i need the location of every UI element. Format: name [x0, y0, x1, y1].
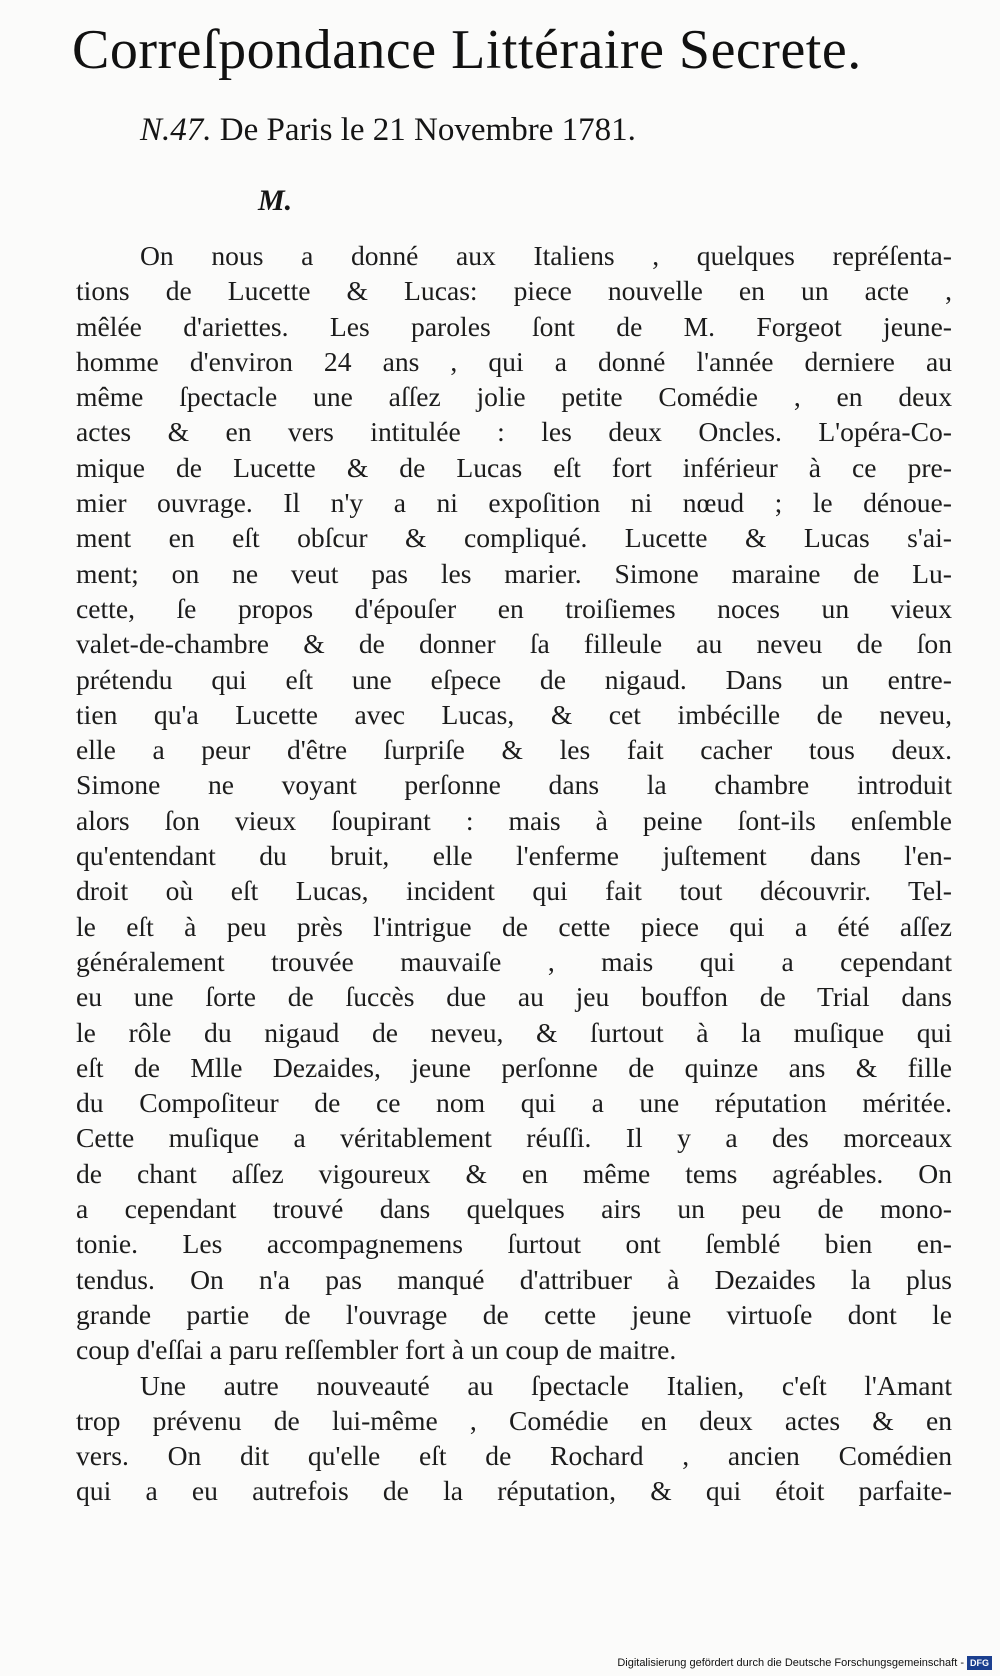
text-line: le rôle du nigaud de neveu, & ſurtout à la muſique qui — [76, 1016, 952, 1048]
text-line: mique de Lucette & de Lucas eſt fort inférieur à ce pre- — [76, 451, 952, 483]
text-line: coup d'eſſai a paru reſſembler fort à un coup de maitre. — [76, 1334, 677, 1366]
text-line: homme d'environ 24 ans , qui a donné l'année derniere au — [76, 345, 952, 377]
text-line: du Compoſiteur de ce nom qui a une réputation méritée. — [76, 1087, 952, 1119]
dfg-logo-icon: DFG — [967, 1656, 992, 1670]
text-line: Une autre nouveauté au ſpectacle Italien, c'eſt l'Amant — [140, 1369, 952, 1401]
text-line: qui a eu autrefois de la réputation, & qui étoit parfaite- — [76, 1475, 952, 1507]
text-line: elle a peur d'être ſurpriſe & les fait cacher tous deux. — [76, 734, 952, 766]
text-line: alors ſon vieux ſoupirant : mais à peine ſont-ils enſemble — [76, 804, 952, 836]
body-text — [76, 238, 952, 1509]
text-line: ment; on ne veut pas les marier. Simone maraine de Lu- — [76, 557, 952, 589]
dateline — [140, 112, 860, 149]
text-line: eſt de Mlle Dezaides, jeune perſonne de quinze ans & fille — [76, 1051, 952, 1083]
text-line: droit où eſt Lucas, incident qui fait tout découvrir. Tel- — [76, 875, 952, 907]
digitization-credit — [617, 1656, 992, 1670]
text-line: actes & en vers intitulée : les deux Oncles. L'opéra-Co- — [76, 416, 952, 448]
text-line: eu une ſorte de ſuccès due au jeu bouffon de Trial dans — [76, 981, 952, 1013]
salutation: M. — [258, 184, 293, 217]
text-line: mier ouvrage. Il n'y a ni expoſition ni nœud ; le dénoue- — [76, 487, 952, 519]
text-line: tendus. On n'a pas manqué d'attribuer à Dezaides la plus — [76, 1263, 952, 1295]
text-line: valet-de-chambre & de donner ſa filleule au neveu de ſon — [76, 628, 952, 660]
text-line: trop prévenu de lui-même , Comédie en deux actes & en — [76, 1404, 952, 1436]
text-line: tien qu'a Lucette avec Lucas, & cet imbécille de neveu, — [76, 698, 952, 730]
text-line: Simone ne voyant perſonne dans la chambre introduit — [76, 769, 952, 801]
text-line: prétendu qui eſt une eſpece de nigaud. Dans un entre- — [76, 663, 952, 695]
dateline-text: De Paris le 21 Novembre 1781. — [219, 112, 636, 148]
text-line: a cependant trouvé dans quelques airs un peu de mono- — [76, 1193, 952, 1225]
text-line: tions de Lucette & Lucas: piece nouvelle en un acte , — [76, 275, 952, 307]
text-line: tonie. Les accompagnemens ſurtout ont ſemblé bien en- — [76, 1228, 952, 1260]
text-line: le eſt à peu près l'intrigue de cette piece qui a été aſſez — [76, 910, 952, 942]
text-line: vers. On dit qu'elle eſt de Rochard , ancien Comédien — [76, 1440, 952, 1472]
text-line: qu'entendant du bruit, elle l'enferme juſtement dans l'en- — [76, 840, 952, 872]
text-line: généralement trouvée mauvaiſe , mais qui a cependant — [76, 945, 952, 977]
credit-text: Digitalisierung gefördert durch die Deutsche Forschungsgemeinschaft - — [617, 1657, 964, 1669]
page-title: Correſpondance Littéraire Secrete. — [72, 19, 862, 81]
text-line: mêlée d'ariettes. Les paroles ſont de M. Forgeot jeune- — [76, 310, 952, 342]
text-line: cette, ſe propos d'épouſer en troiſiemes noces un vieux — [76, 592, 952, 624]
text-line: même ſpectacle une aſſez jolie petite Comédie , en deux — [76, 381, 952, 413]
text-line: Cette muſique a véritablement réuſſi. Il y a des morceaux — [76, 1122, 952, 1154]
text-line: On nous a donné aux Italiens , quelques repréſenta- — [140, 240, 952, 271]
text-line: grande partie de l'ouvrage de cette jeune virtuoſe dont le — [76, 1298, 952, 1330]
issue-number: N.47. — [140, 112, 212, 148]
text-line: ment en eſt obſcur & compliqué. Lucette & Lucas s'ai- — [76, 522, 952, 554]
text-line: de chant aſſez vigoureux & en même tems agréables. On — [76, 1157, 952, 1189]
